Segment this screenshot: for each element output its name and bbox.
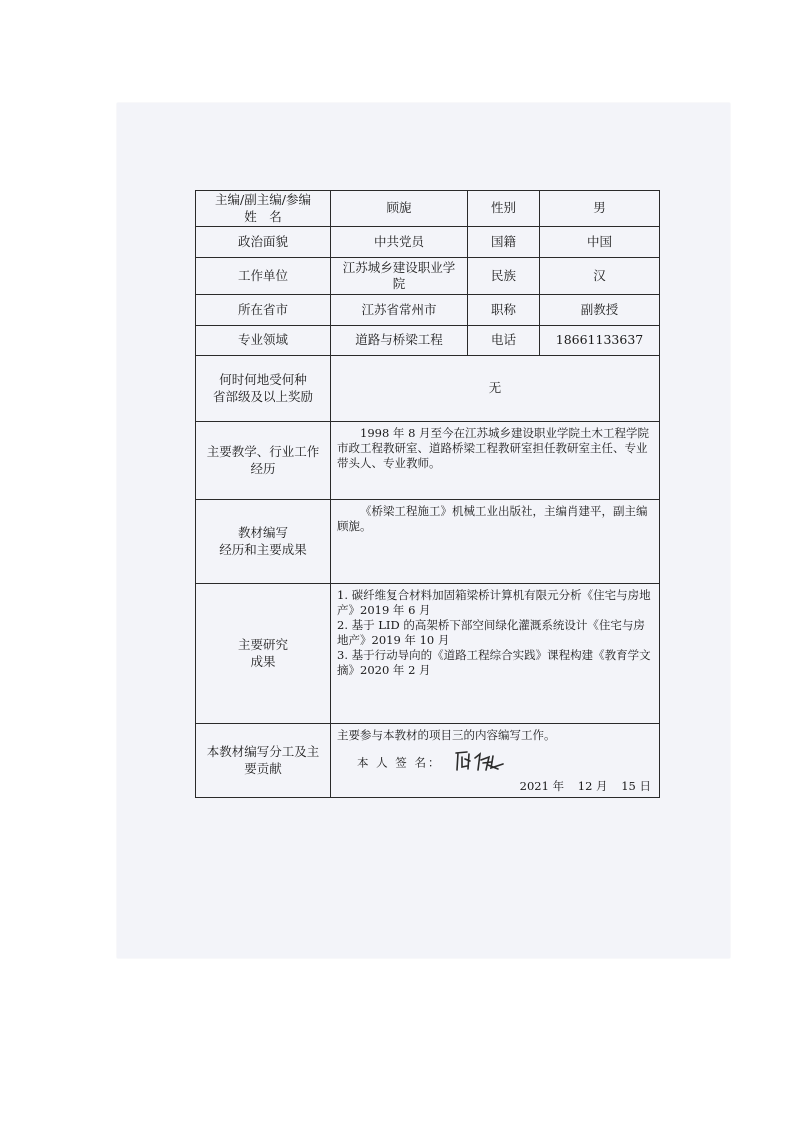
gender-label: 性别 (468, 191, 540, 227)
awards-label-line2: 省部级及以上奖励 (212, 388, 313, 404)
phone-label: 电话 (468, 326, 540, 356)
awards-value: 无 (331, 356, 660, 422)
awards-label-line1: 何时何地受何种 (219, 372, 307, 388)
contribution-label-line1: 本教材编写分工及主 (206, 744, 320, 760)
signature-row (337, 748, 655, 779)
name-label-line2: 姓 名 (244, 208, 282, 224)
textbook-label-line1: 教材编写 (237, 525, 288, 541)
field-value: 道路与桥梁工程 (331, 326, 468, 356)
research-item: 1. 碳纤维复合材料加固箱梁桥计算机有限元分析《住宅与房地产》2019 年 6 月 (337, 588, 651, 617)
experience-text: 1998 年 8 月至今在江苏城乡建设职业学院土木工程学院市政工程教研室、道路桥梁工程教研室担任教研室主任、专业带头人、专业教师。 (337, 426, 650, 470)
signature-label: 本 人 签 名： (357, 755, 442, 770)
name-label-line1: 主编/副主编/参编 (215, 192, 311, 208)
date-month: 12 月 (577, 779, 608, 793)
title-value: 副教授 (540, 295, 660, 326)
political-value: 中共党员 (331, 227, 468, 258)
research-item: 2. 基于 LID 的高架桥下部空间绿化灌溉系统设计《住宅与房地产》2019 年 10 月 (337, 617, 645, 647)
research-label-line2: 成果 (250, 653, 276, 669)
ethnicity-label: 民族 (468, 258, 540, 295)
research-list (331, 584, 660, 724)
textbook-text-cell (331, 500, 660, 584)
textbook-label (196, 500, 331, 584)
field-label: 专业领域 (196, 326, 331, 356)
row-name (196, 191, 660, 227)
title-label: 职称 (468, 295, 540, 326)
nationality-label: 国籍 (468, 227, 540, 258)
awards-label (196, 356, 331, 422)
contribution-text: 主要参与本教材的项目三的内容编写工作。 (337, 728, 556, 742)
textbook-label-line2: 经历和主要成果 (219, 541, 307, 557)
contribution-label (196, 724, 331, 798)
employer-label: 工作单位 (196, 258, 331, 295)
name-label (196, 191, 331, 227)
political-label: 政治面貌 (196, 227, 331, 258)
contribution-cell (331, 724, 660, 798)
row-province (196, 295, 660, 326)
row-contribution (196, 724, 660, 798)
province-value: 江苏省常州市 (331, 295, 468, 326)
personal-info-form (195, 190, 660, 798)
phone-value: 18661133637 (540, 326, 660, 356)
contribution-label-line2: 要贡献 (244, 760, 282, 776)
date-day: 15 日 (621, 779, 651, 793)
nationality-value: 中国 (540, 227, 660, 258)
handwritten-signature (453, 748, 509, 779)
row-employer (196, 258, 660, 295)
signature-date (337, 777, 655, 795)
gender-value: 男 (540, 191, 660, 227)
experience-label-line1: 主要教学、行业工作 (206, 444, 320, 460)
row-experience (196, 422, 660, 500)
research-label-line1: 主要研究 (237, 637, 288, 653)
row-field (196, 326, 660, 356)
row-political (196, 227, 660, 258)
ethnicity-value: 汉 (540, 258, 660, 295)
row-textbook (196, 500, 660, 584)
research-item: 3. 基于行动导向的《道路工程综合实践》课程构建《教育学文摘》2020 年 2 月 (337, 647, 651, 677)
date-year: 2021 年 (519, 779, 565, 793)
experience-text-cell (331, 422, 660, 500)
textbook-text: 《桥梁工程施工》机械工业出版社，主编肖建平，副主编顾旎。 (337, 504, 648, 533)
employer-value (331, 258, 468, 295)
province-label: 所在省市 (196, 295, 331, 326)
research-label (196, 584, 331, 724)
row-research (196, 584, 660, 724)
employer-value-line1: 江苏城乡建设职业学 (342, 259, 456, 275)
employer-value-line2: 院 (392, 276, 406, 291)
experience-label-line2: 经历 (250, 460, 276, 476)
name-value: 顾旎 (331, 191, 468, 227)
row-awards (196, 356, 660, 422)
experience-label (196, 422, 331, 500)
